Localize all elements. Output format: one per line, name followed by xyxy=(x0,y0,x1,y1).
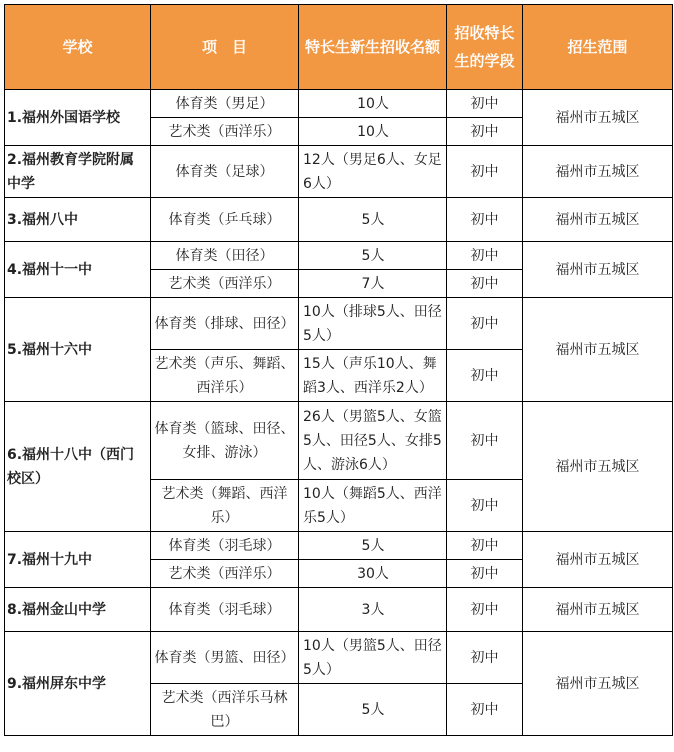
level-cell: 初中 xyxy=(447,684,523,736)
table-row xyxy=(5,632,673,684)
project-cell: 体育类（男足） xyxy=(151,90,299,118)
quota-cell: 5人 xyxy=(299,532,447,560)
level-cell: 初中 xyxy=(447,532,523,560)
project-cell: 体育类（羽毛球） xyxy=(151,532,299,560)
project-cell: 体育类（男篮、田径） xyxy=(151,632,299,684)
header-quota: 特长生新生招收名额 xyxy=(299,5,447,90)
project-cell: 体育类（排球、田径） xyxy=(151,298,299,350)
project-cell: 艺术类（声乐、舞蹈、西洋乐） xyxy=(151,350,299,402)
level-cell: 初中 xyxy=(447,402,523,480)
quota-cell: 5人 xyxy=(299,242,447,270)
school-name: 8.福州金山中学 xyxy=(5,588,151,632)
project-cell: 体育类（足球） xyxy=(151,146,299,198)
quota-cell: 10人（舞蹈5人、西洋乐5人） xyxy=(299,480,447,532)
school-name: 7.福州十九中 xyxy=(5,532,151,588)
school-name: 1.福州外国语学校 xyxy=(5,90,151,146)
project-cell: 艺术类（舞蹈、西洋乐） xyxy=(151,480,299,532)
level-cell: 初中 xyxy=(447,242,523,270)
level-cell: 初中 xyxy=(447,480,523,532)
table-row xyxy=(5,146,673,198)
quota-cell: 10人（男篮5人、田径5人） xyxy=(299,632,447,684)
quota-cell: 7人 xyxy=(299,270,447,298)
project-cell: 艺术类（西洋乐马林巴） xyxy=(151,684,299,736)
project-cell: 体育类（羽毛球） xyxy=(151,588,299,632)
project-cell: 艺术类（西洋乐） xyxy=(151,118,299,146)
school-name: 4.福州十一中 xyxy=(5,242,151,298)
project-cell: 体育类（篮球、田径、女排、游泳） xyxy=(151,402,299,480)
level-cell: 初中 xyxy=(447,350,523,402)
level-cell: 初中 xyxy=(447,632,523,684)
school-name: 5.福州十六中 xyxy=(5,298,151,402)
range-cell: 福州市五城区 xyxy=(523,632,673,736)
project-cell: 体育类（乒乓球） xyxy=(151,198,299,242)
level-cell: 初中 xyxy=(447,198,523,242)
range-cell: 福州市五城区 xyxy=(523,532,673,588)
quota-cell: 5人 xyxy=(299,684,447,736)
header-range: 招生范围 xyxy=(523,5,673,90)
header-level: 招收特长生的学段 xyxy=(447,5,523,90)
school-name: 2.福州教育学院附属中学 xyxy=(5,146,151,198)
table-row xyxy=(5,242,673,270)
level-cell: 初中 xyxy=(447,298,523,350)
school-name: 3.福州八中 xyxy=(5,198,151,242)
table-row xyxy=(5,532,673,560)
range-cell: 福州市五城区 xyxy=(523,146,673,198)
level-cell: 初中 xyxy=(447,146,523,198)
quota-cell: 12人（男足6人、女足6人） xyxy=(299,146,447,198)
quota-cell: 15人（声乐10人、舞蹈3人、西洋乐2人） xyxy=(299,350,447,402)
level-cell: 初中 xyxy=(447,588,523,632)
table-row xyxy=(5,198,673,242)
table-row xyxy=(5,90,673,118)
header-row xyxy=(5,5,673,90)
quota-cell: 5人 xyxy=(299,198,447,242)
header-project: 项 目 xyxy=(151,5,299,90)
level-cell: 初中 xyxy=(447,118,523,146)
school-name: 9.福州屏东中学 xyxy=(5,632,151,736)
project-cell: 艺术类（西洋乐） xyxy=(151,560,299,588)
range-cell: 福州市五城区 xyxy=(523,242,673,298)
quota-cell: 10人（排球5人、田径5人） xyxy=(299,298,447,350)
school-name: 6.福州十八中（西门校区） xyxy=(5,402,151,532)
project-cell: 艺术类（西洋乐） xyxy=(151,270,299,298)
quota-cell: 26人（男篮5人、女篮5人、田径5人、女排5人、游泳6人） xyxy=(299,402,447,480)
table-row xyxy=(5,588,673,632)
header-school: 学校 xyxy=(5,5,151,90)
range-cell: 福州市五城区 xyxy=(523,298,673,402)
quota-cell: 10人 xyxy=(299,90,447,118)
admission-table xyxy=(4,4,673,736)
level-cell: 初中 xyxy=(447,270,523,298)
range-cell: 福州市五城区 xyxy=(523,90,673,146)
table-row xyxy=(5,298,673,350)
table-row xyxy=(5,402,673,480)
range-cell: 福州市五城区 xyxy=(523,402,673,532)
range-cell: 福州市五城区 xyxy=(523,198,673,242)
project-cell: 体育类（田径） xyxy=(151,242,299,270)
quota-cell: 10人 xyxy=(299,118,447,146)
level-cell: 初中 xyxy=(447,560,523,588)
quota-cell: 30人 xyxy=(299,560,447,588)
quota-cell: 3人 xyxy=(299,588,447,632)
range-cell: 福州市五城区 xyxy=(523,588,673,632)
level-cell: 初中 xyxy=(447,90,523,118)
